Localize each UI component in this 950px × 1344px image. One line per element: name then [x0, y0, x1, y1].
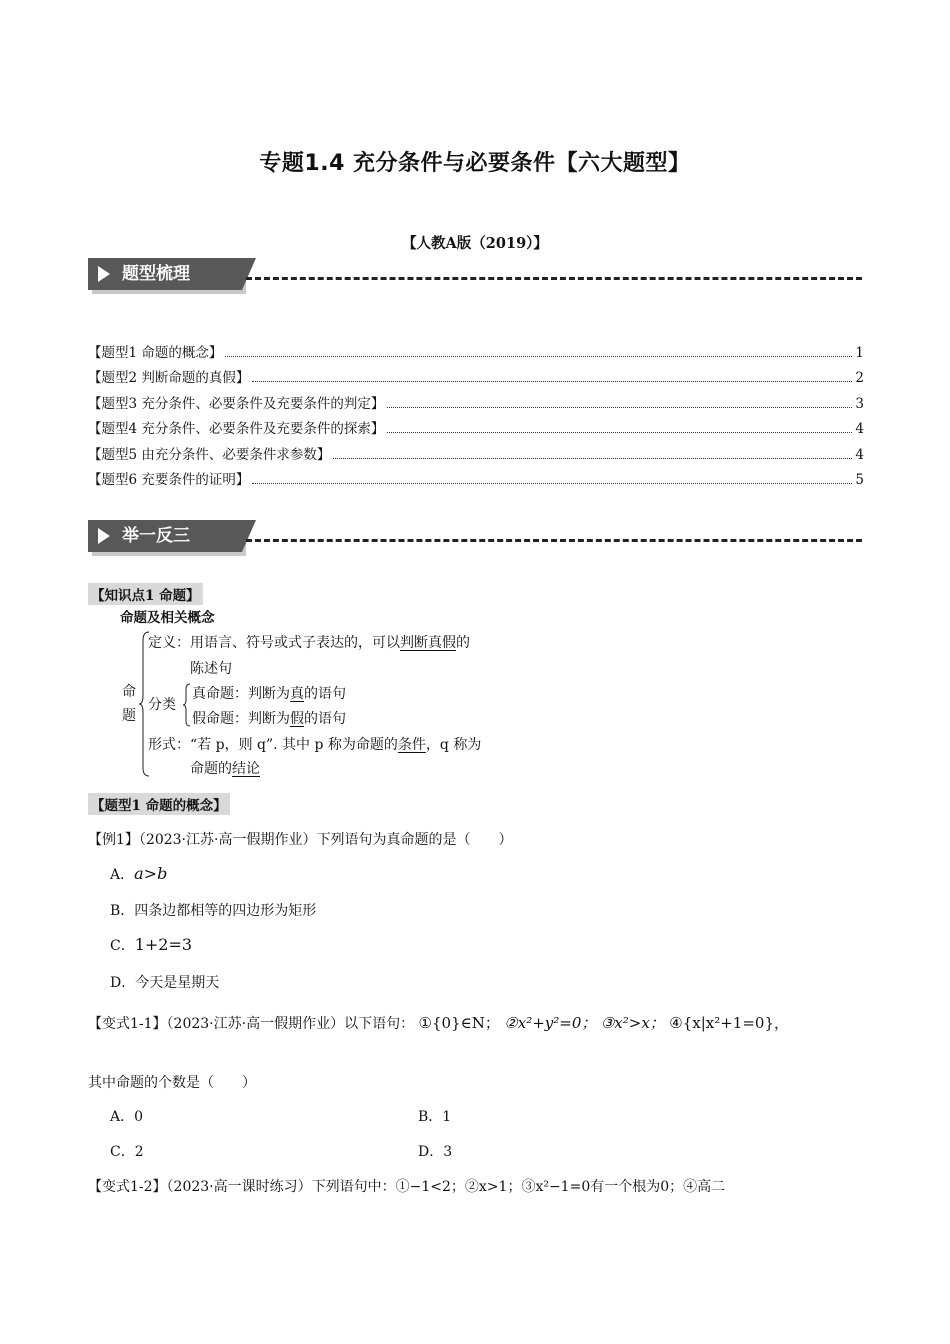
play-triangle-icon [98, 266, 110, 282]
section-banner-overview [88, 258, 862, 294]
variant-question: 【变式1-1】（2023·江苏·高一假期作业）以下语句： ①{0}∈N； ②x²+y²=0； ③x²>x； ④{x|x²+1=0}， [88, 1014, 789, 1032]
option-d[interactable]: D．今天是星期天 [110, 975, 220, 991]
option-c[interactable]: C．1+2=3 [110, 935, 193, 954]
page-subtitle: 【人教A版（2019）】 [402, 235, 548, 252]
def-text: 用语言、符号或式子表达的，可以 [190, 635, 400, 651]
option-a[interactable]: A．a>b [110, 864, 168, 883]
section-banner-practice [88, 520, 862, 556]
form-text: 形式：“若 p，则 q”. 其中 p 称为命题的条件，q 称为 [148, 737, 482, 753]
form-text-cont: 命题的结论 [190, 761, 260, 777]
page-title: 专题1.4 充分条件与必要条件【六大题型】 [259, 151, 691, 176]
dash-divider [246, 277, 862, 280]
play-triangle-icon [98, 528, 110, 544]
true-proposition: 真命题：判断为真的语句 [192, 686, 346, 702]
brace-icon [182, 682, 191, 728]
option-b[interactable]: B．四条边都相等的四边形为矩形 [110, 903, 317, 919]
banner-label: 题型梳理 [122, 264, 190, 284]
variant-question-2: 【变式1-2】（2023·高一课时练习）下列语句中：①−1<2；②x>1；③x²−1=0有一个根为0；④高二 [88, 1179, 726, 1195]
false-proposition: 假命题：判断为假的语句 [192, 711, 346, 727]
knowledge-tag: 【知识点1 命题】 [88, 583, 203, 605]
knowledge-heading: 命题及相关概念 [120, 610, 215, 626]
def-label: 定义： [148, 635, 190, 651]
section-tag: 【题型1 命题的概念】 [88, 793, 230, 815]
diagram-root: 命题 [122, 684, 136, 724]
variant-question-cont: 其中命题的个数是（ ） [88, 1075, 256, 1091]
toc-item[interactable]: 【题型5 由充分条件、必要条件求参数】 4 [88, 446, 864, 463]
option-d[interactable]: D．3 [418, 1144, 453, 1160]
toc-item[interactable]: 【题型4 充分条件、必要条件及充要条件的探索】 4 [88, 421, 864, 438]
def-key: 判断真假 [400, 635, 456, 651]
table-of-contents [88, 341, 864, 493]
class-label: 分类 [148, 697, 176, 713]
option-a[interactable]: A．0 [110, 1109, 144, 1125]
concept-diagram: 命题 定义：用语言、符号或式子表达的，可以判断真假的 陈述句 分类 真命题：判断为真的语句 假命题：判断为假的语句 形式：“若 p，则 q”. 其中 p 称为命题的条件，q 称为 命题的结论 [118, 630, 528, 780]
example-question: 【例1】（2023·江苏·高一假期作业）下列语句为真命题的是（ ） [88, 832, 513, 848]
dash-divider [246, 539, 862, 542]
toc-item[interactable]: 【题型1 命题的概念】 1 [88, 345, 864, 361]
banner-label: 举一反三 [122, 526, 190, 546]
def-text-cont: 陈述句 [190, 661, 232, 677]
option-c[interactable]: C．2 [110, 1144, 144, 1160]
toc-item[interactable]: 【题型2 判断命题的真假】 2 [88, 370, 864, 387]
toc-item[interactable]: 【题型3 充分条件、必要条件及充要条件的判定】 3 [88, 395, 864, 412]
option-b[interactable]: B．1 [418, 1109, 452, 1125]
toc-item[interactable]: 【题型6 充要条件的证明】 5 [88, 472, 864, 489]
